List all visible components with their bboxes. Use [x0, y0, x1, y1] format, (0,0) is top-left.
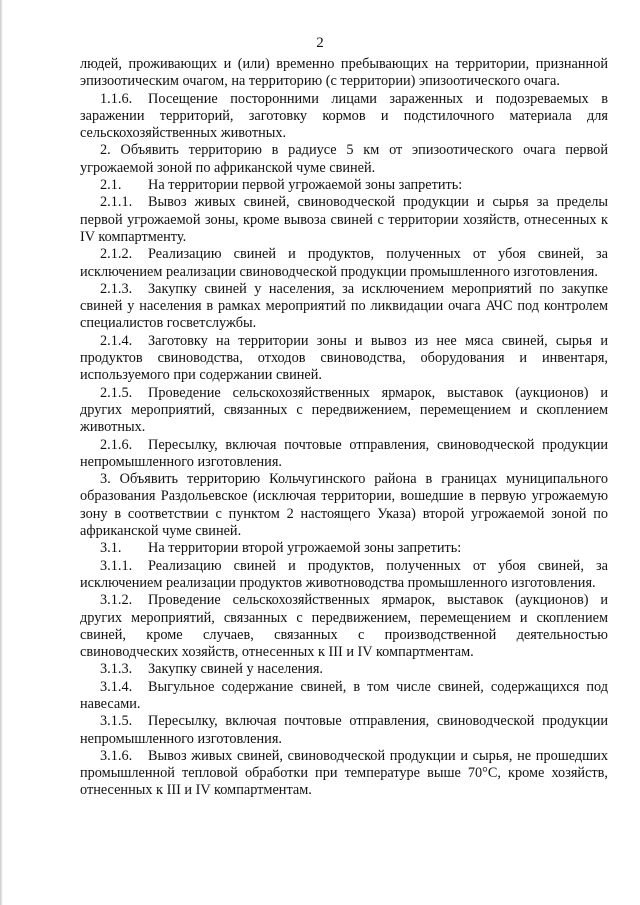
- clause-number: 3.1.3.: [100, 661, 133, 678]
- clause-text: Посещение посторонними лицами зараженных и подозреваемых в заражении территорий, заготовку кормов и подстилочного материала для сельскохозяйственных животных.: [80, 90, 608, 142]
- paragraph: [80, 437, 608, 472]
- clause-text: Пересылку, включая почтовые отправления, свиноводческой продукции непромышленного изготовления.: [80, 713, 608, 747]
- page-number: 2: [316, 35, 324, 51]
- paragraph: [80, 592, 608, 661]
- clause-text: Заготовку на территории зоны и вывоз из нее мяса свиней, сырья и продуктов свиноводства, отходов свиноводства, оборудования и инвентаря, используемого при содержании свиней.: [80, 332, 608, 384]
- paragraph: [80, 540, 608, 557]
- clause-number: 3.1.2.: [100, 592, 133, 609]
- clause-text: Реализацию свиней и продуктов, полученных от убоя свиней, за исключением реализации свиноводческой продукции промышленного изготовления.: [80, 246, 608, 280]
- clause-text: На территории второй угрожаемой зоны запретить:: [148, 540, 462, 557]
- clause-number: 1.1.6.: [100, 90, 133, 107]
- clause-text: Пересылку, включая почтовые отправления, свиноводческой продукции непромышленного изготовления.: [80, 436, 608, 470]
- clause-number: 2.1.6.: [100, 436, 133, 453]
- clause-number: 3.1.: [100, 540, 122, 557]
- clause-text: Реализацию свиней и продуктов, полученных от убоя свиней, за исключением реализации продуктов животноводства промышленного изготовления.: [80, 557, 608, 591]
- clause-number: 3.1.5.: [100, 713, 133, 730]
- clause-text: Закупку свиней у населения.: [148, 661, 324, 678]
- paragraph: [80, 91, 608, 143]
- paragraph: [80, 713, 608, 748]
- clause-number: 3.1.4.: [100, 678, 133, 695]
- paragraph: [80, 385, 608, 437]
- clause-number: 2.1.4.: [100, 332, 133, 349]
- clause-text: Вывоз живых свиней, свиноводческой продукции и сырья за пределы первой угрожаемой зоны, кроме вывоза свиней с территории хозяйств, отнесенных к IV компартменту.: [80, 194, 608, 245]
- clause-text: Закупку свиней у населения, за исключением мероприятий по закупке свиней у населения в рамках мероприятий по ликвидации очага АЧС под контролем специалистов госветслужбы.: [80, 280, 608, 332]
- paragraph: [80, 748, 608, 800]
- clause-text: Проведение сельскохозяйственных ярмарок, выставок (аукционов) и других мероприятий, связанных с передвижением, перемещением и скоплением животных.: [80, 384, 608, 436]
- clause-number: 3.1.1.: [100, 557, 133, 574]
- clause-number: 2.1.2.: [100, 246, 133, 263]
- clause-text: Вывоз живых свиней, свиноводческой продукции и сырья, не прошедших промышленной тепловой обработки при температуре выше 70°С, кроме хозяйств, отнесенных к III и IV компартментам.: [80, 747, 608, 799]
- clause-number: 2.1.: [100, 177, 122, 194]
- clause-text: Выгульное содержание свиней, в том числе свиней, содержащихся под навесами.: [80, 678, 608, 712]
- clause-number: 3.1.6.: [100, 747, 133, 764]
- paragraph: [80, 333, 608, 385]
- paragraph: [80, 661, 608, 678]
- paragraph: 2. Объявить территорию в радиусе 5 км от эпизоотического очага первой угрожаемой зоной по африканской чуме свиней.: [80, 142, 608, 176]
- paragraph: [80, 177, 608, 194]
- paragraph: [80, 281, 608, 333]
- clause-number: 2.1.1.: [100, 194, 133, 211]
- paragraph: [80, 679, 608, 714]
- clause-text: На территории первой угрожаемой зоны запретить:: [148, 177, 463, 194]
- scan-edge: [0, 0, 3, 905]
- paragraph: 3. Объявить территорию Кольчугинского района в границах муниципального образования Раздольевское (исключая территории, вошедшие в первую угрожаемую зону в соответствии с пунктом 2 настоящего Указа) второй угрожаемой зоной по африканской чуме свиней.: [80, 471, 608, 540]
- clause-number: 2.1.5.: [100, 384, 133, 401]
- paragraph: [80, 194, 608, 246]
- paragraph: [80, 246, 608, 281]
- paragraph: [80, 558, 608, 593]
- clause-text: Проведение сельскохозяйственных ярмарок, выставок (аукционов) и других мероприятий, связанных с передвижением, перемещением и скоплением свиней, кроме случаев, связанных с производственной деятельностью свиноводческих хозяйств, отнесенных к III и IV компартментам.: [80, 592, 608, 661]
- document-body: [80, 56, 608, 800]
- paragraph: людей, проживающих и (или) временно пребывающих на территории, признанной эпизоотическим очагом, на территорию (с территории) эпизоотического очага.: [80, 56, 608, 90]
- clause-number: 2.1.3.: [100, 280, 133, 297]
